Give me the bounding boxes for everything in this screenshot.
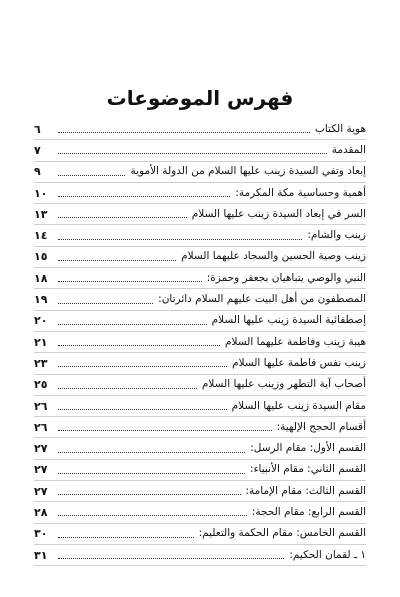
toc-entry-title: المصطفون من أهل البيت عليهم السلام دائرتان: (158, 293, 366, 306)
toc-entry (34, 204, 366, 225)
dot-leader (58, 408, 227, 410)
toc-entry-page-number: ٦ (34, 122, 41, 136)
toc-entry-page-number: ٢٥ (34, 378, 48, 392)
dot-leader (58, 152, 327, 154)
toc-entry-title: القسم الرابع: مقام الحجة: (251, 506, 366, 518)
dot-leader (58, 302, 153, 304)
toc-entry (34, 545, 366, 566)
toc-entry-title: زينب والشام: (307, 229, 366, 242)
dot-leader (58, 451, 245, 453)
page-title: فهرس الموضوعات (106, 86, 294, 110)
toc-entry-page-number: ٢٨ (34, 506, 48, 519)
toc-entry-page-number: ١٠ (34, 186, 48, 200)
toc-entry-title: القسم الخامس: مقام الحكمة والتعليم: (198, 527, 366, 540)
dot-leader (58, 238, 302, 240)
dot-leader (58, 174, 125, 176)
dot-leader (58, 365, 227, 367)
dot-leader (58, 536, 194, 538)
toc-entry-page-number: ٢٧ (34, 484, 48, 498)
dot-leader (58, 131, 310, 133)
toc-entry-title: زينب وصية الحسين والسجاد عليهما السلام (181, 250, 366, 263)
toc-entry (34, 183, 366, 204)
toc-entry-title: النبي والوصي يتباهيان بجعفر وحمزة: (206, 271, 366, 284)
toc-entry (34, 481, 366, 502)
toc-entry-page-number: ٢٠ (34, 314, 48, 328)
toc-entry (34, 140, 366, 161)
toc-entry (34, 289, 366, 310)
dot-leader (58, 557, 284, 559)
toc-entry (34, 162, 366, 183)
toc-entry-title: أهمية وحساسية مكة المكرمة: (235, 186, 366, 199)
toc-entry-page-number: ٢٦ (34, 420, 48, 434)
toc-entry-title: أصحاب آية التطهر وزينب عليها السلام (201, 378, 366, 391)
dot-leader (58, 429, 272, 431)
toc-entry-title: زينب نفس فاطمة عليها السلام (232, 356, 366, 369)
toc-entry (34, 247, 366, 268)
dot-leader (58, 493, 241, 495)
toc-entry-page-number: ٢٣ (34, 356, 48, 370)
toc-entry (34, 502, 366, 523)
toc-entry-title: المقدمة (331, 143, 366, 156)
toc-entry (34, 353, 366, 374)
toc-entry-page-number: ٩ (34, 165, 41, 179)
dot-leader (58, 472, 245, 474)
toc-entry (34, 311, 366, 332)
toc-entry (34, 375, 366, 396)
toc-entry-title: ١ ـ لقمان الحكيم: (289, 548, 366, 561)
toc-entry-page-number: ١٨ (34, 271, 48, 285)
dot-leader (58, 344, 220, 346)
dot-leader (58, 195, 230, 197)
toc-entry-page-number: ٢٧ (34, 463, 48, 477)
toc-entry (34, 460, 366, 481)
toc-entry-title: أقسام الحجج الإلهية: (276, 420, 366, 433)
toc-entry-page-number: ٣١ (34, 548, 48, 562)
toc-entry-page-number: ٢٦ (34, 399, 48, 413)
toc-entry (34, 332, 366, 353)
toc-entry-title: هيبة زينب وفاطمة عليهما السلام (225, 335, 366, 348)
toc-entry-title: القسم الثالث: مقام الإمامة: (245, 484, 366, 497)
toc-entry (34, 417, 366, 438)
toc-entry-page-number: ٧ (34, 143, 41, 157)
toc-entry (34, 396, 366, 417)
toc-entry-page-number: ٢٧ (34, 442, 48, 456)
toc-entry-title: القسم الثاني: مقام الأنبياء: (250, 463, 366, 476)
dot-leader (58, 280, 202, 282)
toc-entry (34, 438, 366, 459)
dot-leader (58, 216, 187, 218)
dot-leader (58, 387, 197, 389)
toc-entry-page-number: ١٩ (34, 293, 48, 307)
toc-entry (34, 524, 366, 545)
toc-entry-page-number: ٣٠ (34, 527, 48, 541)
toc-entry-title: إصطفائية السيدة زينب عليها السلام (211, 314, 366, 327)
toc-entry (34, 119, 366, 140)
dot-leader (58, 514, 247, 516)
toc-entry-page-number: ١٤ (34, 229, 48, 243)
toc-entry-title: إبعاد وتفي السيدة زينب عليها السلام من الدولة الأموية (130, 165, 366, 178)
toc-entry-title: القسم الأول: مقام الرسل: (250, 442, 366, 455)
toc-entry (34, 225, 366, 246)
toc-entry (34, 268, 366, 289)
toc-entry-page-number: ١٣ (34, 207, 48, 221)
toc-entry-page-number: ٢١ (34, 335, 48, 349)
dot-leader (58, 259, 176, 261)
dot-leader (58, 323, 207, 325)
toc-entry-title: هوية الكتاب (314, 122, 366, 135)
toc-entry-title: مقام السيدة زينب عليها السلام (231, 399, 366, 412)
table-of-contents (34, 119, 366, 566)
toc-entry-title: السر في إبعاد السيدة زينب عليها السلام (191, 207, 366, 220)
toc-entry-page-number: ١٥ (34, 250, 48, 264)
